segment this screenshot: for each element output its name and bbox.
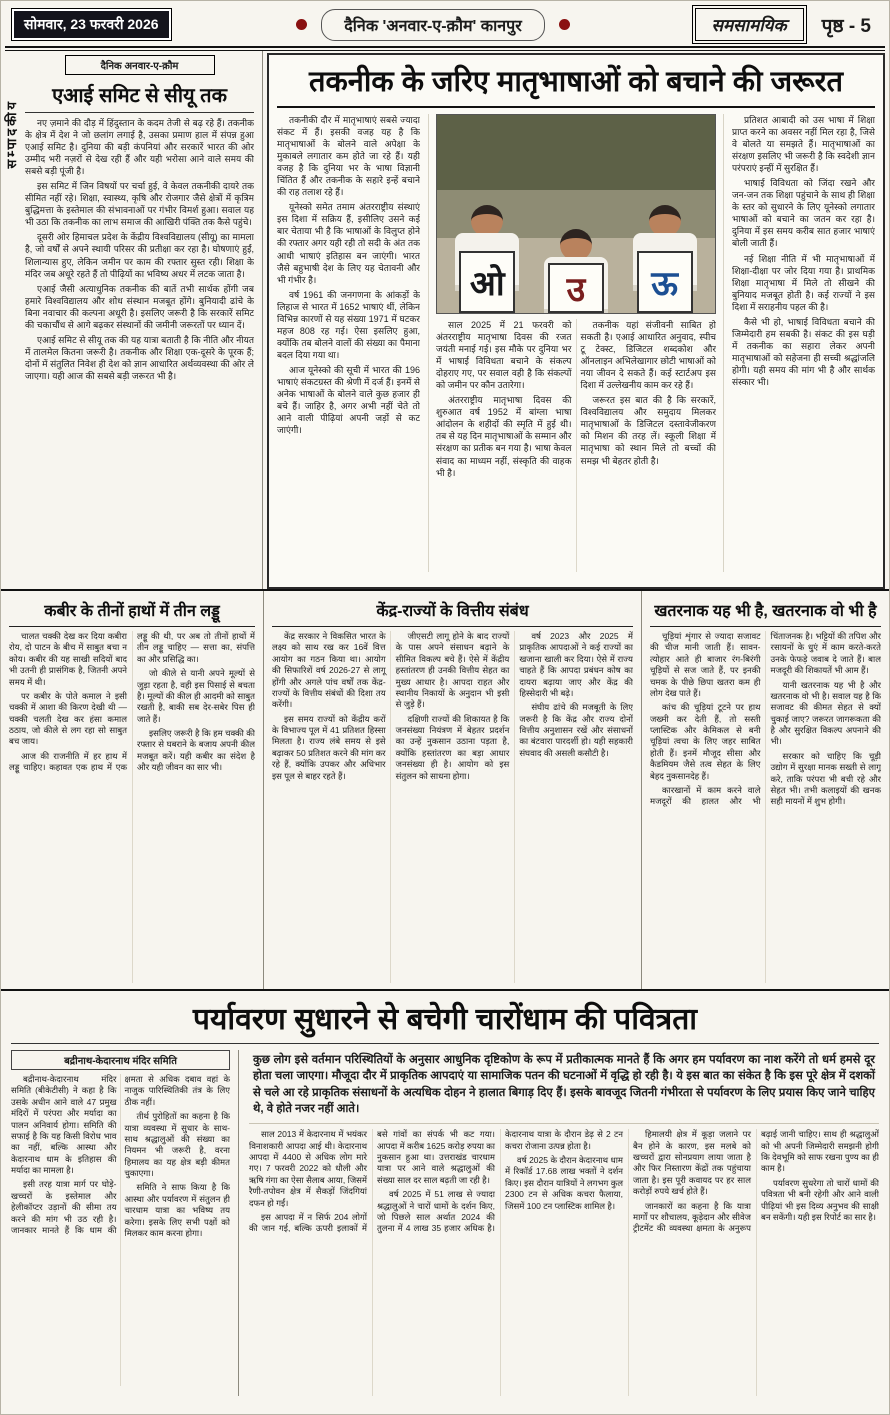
lead-headline: तकनीक के जरिए मातृभाषाओं को बचाने की जरूरत	[277, 59, 875, 108]
paragraph: एआई समिट से सीयू तक की यह यात्रा बताती है कि नीति और नीयत में तालमेल कितना जरूरी है। तकनीक और शिक्षा एक-दूसरे के पूरक हैं; दोनों में संतुलित निवेश ही देश को ज्ञान आधारित अर्थव्यवस्था की ओर ले जाएगा। यही आज की सबसे बड़ी जरूरत भी है।	[25, 334, 254, 381]
paragraph: दूसरी ओर हिमाचल प्रदेश के केंद्रीय विश्वविद्यालय (सीयू) का मामला है, जो वर्षों से अपने स्थायी परिसर की प्रतीक्षा कर रहा है। घोषणाएं हुईं, शिलान्यास हुए, लेकिन जमीन पर काम की रफ्तार सुस्त रही। शिक्षा के मंदिर जब अधूरे रहते हैं तो पीढ़ियों का भविष्य अधर में लटक जाता है।	[25, 232, 254, 279]
paragraph: आज की राजनीति में हर हाथ में लड्डू चाहिए। कहावत एक हाथ में एक लड्डू की थी, पर अब तो तीनों हाथों में तीन लड्डू चाहिए — सत्ता का, संपत्ति का और प्रसिद्धि का।	[9, 631, 255, 773]
editorial-vertical-label: सम्पादकीय	[4, 99, 19, 169]
paragraph: प्रतिशत आबादी को उस भाषा में शिक्षा प्राप्त करने का अवसर नहीं मिल रहा है, जिसे वे बोलते या समझते हैं। मातृभाषाओं का संरक्षण इसलिए भी जरूरी है कि स्वदेशी ज्ञान परंपराएं इन्हीं में सुरक्षित हैं।	[732, 115, 875, 174]
editorial-paper-box: दैनिक अनवार-ए-क़ौम	[65, 55, 215, 75]
finance-headline: केंद्र-राज्यों के वित्तीय संबंध	[272, 596, 633, 627]
paragraph: तकनीकी दौर में मातृभाषाएं सबसे ज्यादा संकट में हैं। इसकी वजह यह है कि मातृभाषाओं के बोलने वाले अपेक्षा के मुकाबले लगातार कम होते जा रहे हैं। यही वजह है कि दुनिया भर के भाषा विज्ञानी चिंतित हैं और तकनीक के सहारे इन्हें बचाने की राह तलाश रहे हैं।	[277, 115, 420, 198]
letter-card: उ	[548, 263, 604, 313]
environment-main	[249, 1050, 879, 1396]
photo-child	[533, 229, 619, 313]
finance-body	[272, 631, 633, 983]
lead-column-1	[277, 114, 420, 572]
environment-sidebar	[11, 1050, 239, 1396]
article-photo	[436, 114, 716, 314]
decorative-dot	[559, 19, 570, 30]
letter-card: ओ	[459, 251, 515, 313]
paragraph: भाषाई विविधता को जिंदा रखने और जन-जन तक शिक्षा पहुंचाने के साथ ही शिक्षा के स्तर को सुधारने के लिए यूनेस्को लगातार भाषाओं को बचाने का जतन कर रहा है। दुनिया में इस समय करीब सात हजार भाषाएं बोली जाती हैं।	[732, 178, 875, 249]
environment-body	[11, 1050, 879, 1396]
lead-middle-text	[436, 319, 716, 572]
environment-sidebar-text	[11, 1074, 230, 1386]
environment-article	[1, 989, 889, 1401]
lead-column-4	[732, 114, 875, 572]
paragraph: सरकार को चाहिए कि चूड़ी उद्योग में सुरक्षा मानक सख्ती से लागू करे, ताकि परंपरा भी बची रहे और सेहत भी। तभी कलाइयों की खनक सही मायनों में शुभ होगी।	[770, 750, 881, 807]
paragraph: अंतरराष्ट्रीय मातृभाषा दिवस की शुरुआत वर्ष 1952 में बांग्ला भाषा आंदोलन के शहीदों की स्मृति में हुई थी। तब से यह दिन मातृभाषाओं के सम्मान और संरक्षण का प्रतीक बन गया है। भाषा केवल संवाद का माध्यम नहीं, संस्कृति की वाहक भी है।	[436, 395, 572, 478]
editorial-headline: एआई समिट से सीयू तक	[25, 79, 254, 113]
kabir-headline: कबीर के तीनों हाथों में तीन लड्डू	[9, 596, 255, 627]
paragraph: वर्ष 1961 की जनगणना के आंकड़ों के लिहाज से भारत में 1652 भाषाएं थीं, लेकिन विभिन्न कारणों से यह संख्या 1971 में घटकर महज 808 रह गई। ऐसा इसलिए हुआ, क्योंकि तब बोलने वालों की संख्या का पैमाना बदल दिया गया था।	[277, 289, 420, 360]
paragraph: एआई जैसी अत्याधुनिक तकनीक की बातें तभी सार्थक होंगी जब हमारे विश्वविद्यालय और शोध संस्थान मजबूत होंगे। बुनियादी ढांचे के बिना नवाचार की कल्पना अधूरी है। इसलिए जरूरी है कि सरकारें समिट की चकाचौंध से आगे बढ़कर संस्थानों की जमीनी जरूरतों पर ध्यान दें।	[25, 283, 254, 330]
paragraph: नई शिक्षा नीति में भी मातृभाषाओं में शिक्षा-दीक्षा पर जोर दिया गया है। प्राथमिक शिक्षा मातृभाषा में मिले तो सीखने की बुनियाद मजबूत होती है। कई राज्यों ने इस दिशा में सराहनीय पहल की है।	[732, 253, 875, 312]
decorative-dot	[296, 19, 307, 30]
paragraph: जरूरत इस बात की है कि सरकारें, विश्वविद्यालय और समुदाय मिलकर मातृभाषाओं के डिजिटल दस्तावेजीकरण को मिशन की तरह लें। स्कूली शिक्षा में मातृभाषा को स्थान मिले तो बच्चों की समझ भी बेहतर होती है।	[580, 395, 716, 466]
environment-columns	[249, 1129, 879, 1396]
paper-name: दैनिक 'अनवार-ए-क़ौम' कानपुर	[321, 9, 544, 41]
section-name: समसामयिक	[695, 8, 804, 41]
danger-article	[641, 591, 889, 989]
paragraph: बद्रीनाथ-केदारनाथ मंदिर समिति (बीकेटीसी) ने कहा है कि उसके अधीन आने वाले 47 प्रमुख मंदिरों में परंपरा और मर्यादा का पालन अनिवार्य होगा। समिति की सफाई है कि यह किसी विरोध भाव का नहीं, बल्कि आस्था और केदारनाथ धाम के इतिहास की मर्यादा का मामला है।	[11, 1074, 117, 1175]
editorial-column	[1, 51, 263, 589]
paragraph: यूनेस्को समेत तमाम अंतरराष्ट्रीय संस्थाएं इस दिशा में सक्रिय हैं, इसीलिए उसने कई बार चेताया भी है कि भाषाओं के विलुप्त होने की रफ्तार अगर यही रही तो सदी के अंत तक आधी भाषाएं इतिहास बन जाएंगी। भारत जैसे बहुभाषी देश के लिए यह चेतावनी और भी गंभीर है।	[277, 202, 420, 285]
paragraph: तकनीक यहां संजीवनी साबित हो सकती है। एआई आधारित अनुवाद, स्पीच टू टेक्स्ट, डिजिटल शब्दकोश और ऑनलाइन अभिलेखागार छोटी भाषाओं को नया जीवन दे सकते हैं। कई स्टार्टअप इस दिशा में उल्लेखनीय काम कर रहे हैं।	[580, 320, 716, 391]
paragraph: दक्षिणी राज्यों की शिकायत है कि जनसंख्या नियंत्रण में बेहतर प्रदर्शन का उन्हें नुकसान उठाना पड़ता है, क्योंकि हस्तांतरण का बड़ा आधार जनसंख्या ही है। आयोग को इस संतुलन को साधना होगा।	[395, 713, 510, 781]
masthead	[1, 1, 889, 46]
paragraph: इस समय राज्यों को केंद्रीय करों के विभाज्य पूल में 41 प्रतिशत हिस्सा मिलता है। राज्य लंबे समय से इसे बढ़ाकर 50 प्रतिशत करने की मांग कर रहे हैं, क्योंकि उपकर और अधिभार इस पूल से बाहर रहते हैं।	[272, 713, 386, 781]
paragraph: इस आपदा में न सिर्फ 204 लोगों की जान गई, बल्कि ऊपरी इलाकों में बसे गांवों का संपर्क भी कट गया। आपदा में करीब 1625 करोड़ रुपया का नुकसान हुआ था। उत्तराखंड चारधाम यात्रा पर आने वाले श्रद्धालुओं की संख्या साल दर साल बढ़ती जा रही है।	[249, 1129, 495, 1234]
editorial-body	[25, 117, 254, 569]
environment-lead-paragraph: कुछ लोग इसे वर्तमान परिस्थितियों के अनुसार आधुनिक दृष्टिकोण के रूप में प्रतीकात्मक मानते हैं कि अगर हम पर्यावरण का नाश करेंगे तो धर्म हमसे दूर होता चला जाएगा। मौजूदा दौर में प्राकृतिक आपदाएं या सामाजिक पतन की घटनाओं में वृद्धि हो रही है। ये इस बात का संकेत है कि इस पूरे क्षेत्र में दशकों से चले आ रहे प्राकृतिक संसाधनों के अत्यधिक दोहन ने हालात बिगाड़ दिए हैं। इसके बावजूद जितनी गंभीरता से पर्यावरण के लिए प्रयास किए जाने चाहिए थे, वे होते नजर नहीं आते।	[249, 1050, 879, 1124]
paragraph: वर्ष 2025 के दौरान केदारनाथ धाम में रिकॉर्ड 17.68 लाख भक्तों ने दर्शन किए। इस दौरान यात्रियों ने लगभग कुल 2300 टन से अधिक कचरा फैलाया, जिसमें 100 टन प्लास्टिक शामिल है।	[505, 1155, 623, 1211]
lead-article-body	[277, 114, 875, 572]
paragraph: कारखानों में काम करने वाले मजदूरों की हालत और भी चिंताजनक है। भट्टियों की तपिश और रसायनों के धुएं में काम करते-करते उनके फेफड़े जवाब दे जाते हैं। बाल मजदूरी की शिकायतें भी आम हैं।	[650, 631, 881, 807]
kabir-body	[9, 631, 255, 983]
paragraph: चूड़ियां शृंगार से ज्यादा सजावट की चीज मानी जाती हैं। सावन-त्योहार आते ही बाजार रंग-बिरंगी चूड़ियों से सज जाते हैं, पर इनकी चमक के पीछे छिपा खतरा कम ही लोग देख पाते हैं।	[650, 631, 761, 698]
paragraph: समिति ने साफ किया है कि आस्था और पर्यावरण में संतुलन ही चारधाम यात्रा का भविष्य तय करेगा। इसके लिए सभी पक्षों को मिलकर काम करना होगा।	[124, 1182, 230, 1238]
top-row	[1, 51, 889, 589]
environment-headline: पर्यावरण सुधारने से बचेगी चारोंधाम की पवित्रता	[11, 997, 879, 1044]
paragraph: कांच की चूड़ियां टूटने पर हाथ जख्मी कर देती हैं, तो सस्ती प्लास्टिक और केमिकल से बनी चूड़ियां त्वचा के लिए जहर साबित होती हैं। इनमें मौजूद सीसा और कैडमियम जैसे तत्व सेहत के लिए बेहद नुकसानदेह हैं।	[650, 702, 761, 781]
page-number: पृष्ठ - 5	[821, 15, 871, 37]
paragraph: वर्ष 2023 और 2025 में प्राकृतिक आपदाओं ने कई राज्यों का खजाना खाली कर दिया। ऐसे में राज्य चाहते हैं कि आपदा प्रबंधन कोष का दायरा बढ़ाया जाए और केंद्र की हिस्सेदारी भी बढ़े।	[519, 631, 633, 698]
finance-article	[263, 591, 641, 989]
paragraph: जो कीले से यानी अपने मूल्यों से जुड़ा रहता है, वही इस पिसाई से बचता है। मूल्यों की कील ही आदमी को साबुत रखती है, बाकी सब देर-सबेर पिस ही जाते हैं।	[137, 668, 255, 724]
paragraph: साल 2025 में 21 फरवरी को अंतरराष्ट्रीय मातृभाषा दिवस की रजत जयंती मनाई गई। इस मौके पर दुनिया भर में भाषाई विविधता बचाने के संकल्प दोहराए गए, पर सवाल वही है कि संकल्पों को जमीन पर कौन उतारेगा।	[436, 320, 572, 391]
paragraph: तीर्थ पुरोहितों का कहना है कि यात्रा व्यवस्था में सुधार के साथ-साथ श्रद्धालुओं की संख्या का नियमन भी जरूरी है, वरना हिमालय का यह क्षेत्र बड़ी कीमत चुकाएगा।	[124, 1111, 230, 1178]
paragraph: यानी खतरनाक यह भी है और खतरनाक वो भी है। सवाल यह है कि सजावट की कीमत सेहत से क्यों चुकाई जाए? जरूरत जागरूकता की है और सुरक्षित विकल्प अपनाने की भी।	[770, 679, 881, 747]
paragraph: इस समिट में जिन विषयों पर चर्चा हुई, वे केवल तकनीकी दायरे तक सीमित नहीं रहे। शिक्षा, स्वास्थ्य, कृषि और रोजगार जैसे क्षेत्रों में कृत्रिम बुद्धिमत्ता के इस्तेमाल की संभावनाओं पर गंभीर विमर्श हुआ। सवाल यह भी उठा कि तकनीक का लाभ समाज की आखिरी पंक्ति तक कैसे पहुंचे।	[25, 181, 254, 228]
masthead-center	[182, 9, 685, 41]
photo-child	[622, 205, 708, 313]
photo-child	[444, 205, 530, 313]
paragraph: वर्ष 2025 में 51 लाख से ज्यादा श्रद्धालुओं ने चारों धामों के दर्शन किए, जो पिछले साल अर्थात 2024 की तुलना में 4 लाख 35 हजार अधिक है। केदारनाथ यात्रा के दौरान डेढ़ से 2 टन कचरा रोजाना उत्पन्न होता है।	[377, 1129, 623, 1234]
paragraph: संघीय ढांचे की मजबूती के लिए जरूरी है कि केंद्र और राज्य दोनों वित्तीय अनुशासन रखें और संसाधनों का बंटवारा पारदर्शी हो। यही सहकारी संघवाद की असली कसौटी है।	[519, 702, 633, 758]
paragraph: पर्यावरण सुधरेगा तो चारों धामों की पवित्रता भी बनी रहेगी और आने वाली पीढ़ियां भी इस दिव्य अनुभव की साक्षी बन सकेंगी। यही इस रिपोर्ट का सार है।	[761, 1177, 879, 1222]
paragraph: कैसे भी हो, भाषाई विविधता बचाने की जिम्मेदारी हम सबकी है। संकट की इस घड़ी में तकनीक का सहारा लेकर अपनी मातृभाषाओं को सहेजना ही सच्ची श्रद्धांजलि होगी। यही समय की मांग भी है और सार्थक संस्कार भी।	[732, 316, 875, 387]
lead-middle	[428, 114, 724, 572]
environment-kicker: बद्रीनाथ-केदारनाथ मंदिर समिति	[11, 1050, 230, 1070]
paragraph: साल 2013 में केदारनाथ में भयंकर विनाशकारी आपदा आई थी। केदारनाथ आपदा में 4400 से अधिक लोग मारे गए। 7 फरवरी 2022 को धौली और ऋषि गंगा का ऐसा सैलाब आया, जिसमें रैणी-तपोवन क्षेत्र में सैकड़ों जिंदगियां दफन हो गईं।	[249, 1129, 367, 1208]
paragraph: चालत चक्की देख कर दिया कबीरा रोय, दो पाटन के बीच में साबुत बचा न कोय। कबीर की यह साखी सदियों बाद भी उतनी ही प्रासंगिक है, जितनी अपने समय में थी।	[9, 631, 127, 687]
lead-article	[267, 53, 885, 589]
middle-row	[1, 589, 889, 989]
danger-body	[650, 631, 881, 983]
paragraph: इसी तरह यात्रा मार्ग पर घोड़े-खच्चरों के इस्तेमाल और हेलीकॉप्टर उड़ानों की सीमा तय करने की मांग भी उठ रही है। जानकार मानते हैं कि धाम की क्षमता से अधिक दबाव वहां के नाजुक पारिस्थितिकी तंत्र के लिए ठीक नहीं।	[11, 1074, 230, 1235]
paragraph: नए ज़माने की दौड़ में हिंदुस्तान के कदम तेजी से बढ़ रहे हैं। तकनीक के क्षेत्र में देश ने जो छलांग लगाई है, उसका प्रमाण हाल में संपन्न हुआ एआई समिट है। दुनिया की बड़ी कंपनियां और सरकारें भारत की ओर उम्मीद भरी नज़रों से देख रही हैं और यही भरोसा आने वाले समय की सबसे बड़ी पूंजी है।	[25, 118, 254, 177]
letter-card: ऊ	[637, 251, 693, 313]
photo-children	[437, 205, 715, 313]
danger-headline: खतरनाक यह भी है, खतरनाक वो भी है	[650, 596, 881, 627]
paragraph: आज यूनेस्को की सूची में भारत की 196 भाषाएं संकटग्रस्त की श्रेणी में दर्ज हैं। इनमें से अनेक भाषाओं के बोलने वाले कुछ हजार ही बचे हैं। जाहिर है, अगर अभी नहीं चेते तो आने वाली पीढ़ियां अपनी जड़ों से कट जाएंगी।	[277, 364, 420, 436]
kabir-article	[1, 591, 263, 989]
paragraph: इसलिए जरूरी है कि हम चक्की की रफ्तार से घबराने के बजाय अपनी कील मजबूत करें। यही कबीर का संदेश है और यही जीवन का सार भी।	[137, 728, 255, 773]
paragraph: केंद्र सरकार ने विकसित भारत के लक्ष्य को साथ रख कर 16वें वित्त आयोग का गठन किया था। आयोग की सिफारिशें वर्ष 2026-27 से लागू होंगी और अगले पांच वर्षों तक केंद्र-राज्यों के वित्तीय संबंधों की दिशा तय करेंगी।	[272, 631, 386, 710]
paragraph: पर कबीर के पोते कमाल ने इसी चक्की में आशा की किरण देखी थी — चक्की चलती देख कर हंसा कमाल ठठाय, जो कीले से लग रहा सो साबुत बच जाय।	[9, 690, 127, 747]
paragraph: हिमालयी क्षेत्र में कूड़ा जलाने पर बैन होने के कारण, इस मलबे को खच्चरों द्वारा सोनप्रयाग लाया जाता है और फिर निस्तारण केंद्रों तक पहुंचाया जाता है। इस पूरी कवायद पर हर साल करोड़ों रुपये खर्च होते हैं।	[633, 1129, 751, 1197]
date-box: सोमवार, 23 फरवरी 2026	[11, 8, 172, 41]
paragraph: जानकारों का कहना है कि यात्रा मार्गों पर शौचालय, कूड़ेदान और सीवेज ट्रीटमेंट की व्यवस्था क्षमता के अनुरूप बढ़ाई जानी चाहिए। साथ ही श्रद्धालुओं को भी अपनी जिम्मेदारी समझनी होगी कि देवभूमि को साफ रखना पुण्य का ही काम है।	[633, 1129, 879, 1234]
paragraph: जीएसटी लागू होने के बाद राज्यों के पास अपने संसाधन बढ़ाने के सीमित विकल्प बचे हैं। ऐसे में केंद्रीय हस्तांतरण ही उनकी वित्तीय सेहत का मुख्य आधार है। आपदा राहत और स्थानीय निकायों के अनुदान भी इसी से जुड़े हैं।	[395, 631, 510, 710]
